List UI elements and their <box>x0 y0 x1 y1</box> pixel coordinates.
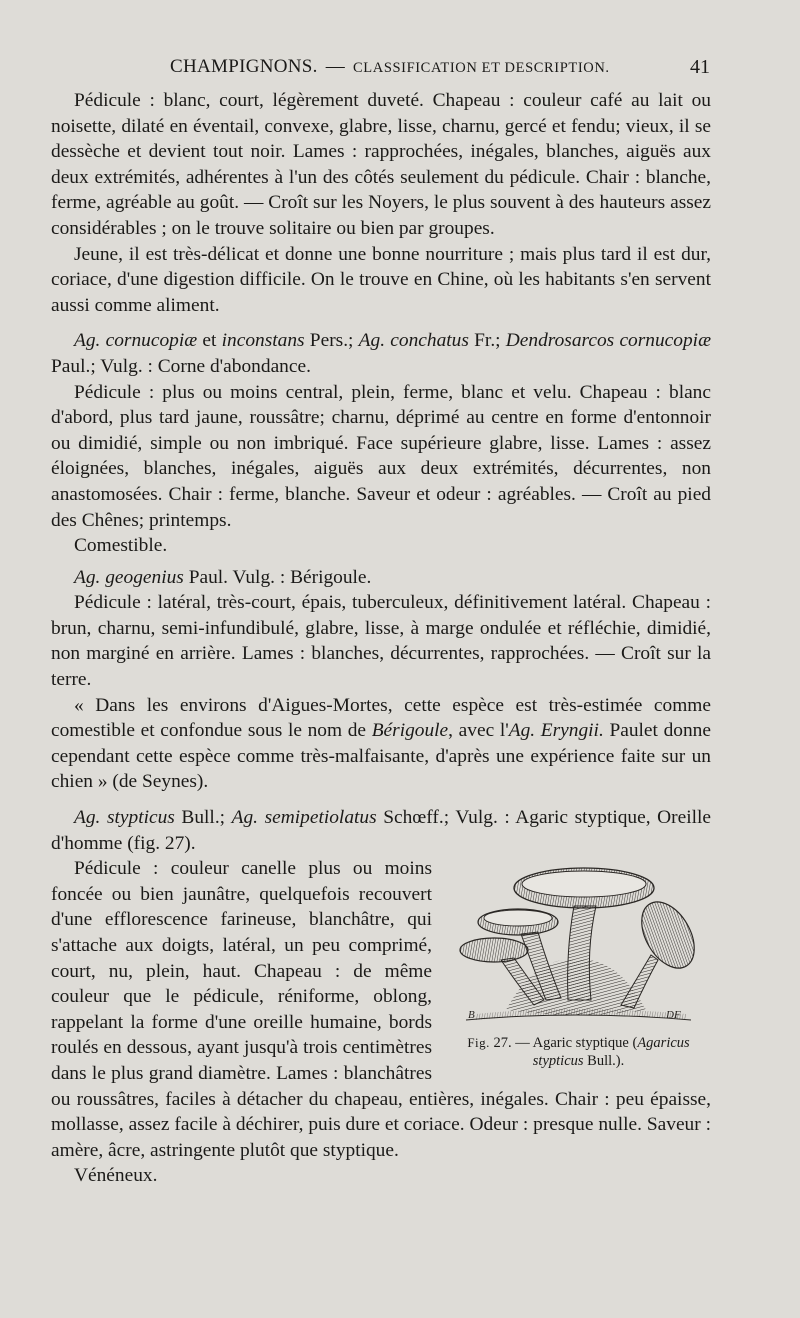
page-number: 41 <box>690 56 710 78</box>
species-entry-geogenius <box>51 565 711 591</box>
text-run: 27. — Agaric styptique ( <box>489 1035 638 1052</box>
paragraph-7: Pédicule : latéral, très-court, épais, tuberculeux, définitivement latéral. Chapeau : brun, charnu, semi-infundibulé, glabre, lisse, à marge ondulée et réfléchie, dimidié, non marginé en arrière. Lames : blanches, décurrentes, rapprochées. — Croît sur la terre. <box>51 592 711 691</box>
header-title <box>170 56 610 78</box>
header-section: CHAMPIGNONS. <box>170 56 318 77</box>
text-run: et <box>197 330 222 352</box>
paragraph-1: Pédicule : blanc, court, légèrement duveté. Chapeau : couleur café au lait ou noisette, dilaté en éventail, convexe, glabre, lisse, charnu, gercé et fendu; vieux, il se dessèche et devient tout noir. Lames : rapprochées, inégales, blanches, aiguës aux deux extrémités, adhérentes à l'un des côtés seulement du pédicule. Chair : blanche, ferme, agréable au goût. — Croît sur les Noyers, le plus souvent à des hauteurs assez considérables ; on le trouve solitaire ou bien par groupes. <box>51 90 711 239</box>
text-run: Pers.; <box>304 330 359 352</box>
species-name: Ag. semipetiolatus <box>231 807 377 829</box>
caption-label: Fig. <box>467 1035 490 1051</box>
text-run: Schœff.; Vulg. : Agaric styptique, Oreille d'homme (fig. 27). <box>51 807 711 854</box>
text-run: Bull.). <box>583 1053 625 1070</box>
species-entry-cornucopiae <box>51 328 711 379</box>
text-run: Paulet donne cependant cette espèce comme très-malfaisante, d'après une expérience faite sur un chien » (de Seynes). <box>51 720 711 793</box>
species-name: Ag. cornucopiæ <box>74 330 198 352</box>
paragraph-11: Vénéneux. <box>74 1165 158 1187</box>
text-run: Fr.; <box>468 330 506 352</box>
species-name: Ag. conchatus <box>358 330 469 352</box>
text-run: « Dans les environs d'Aigues-Mortes, cette espèce est très-estimée comme comestible et confondue sous le nom de <box>51 694 711 742</box>
text-run: Bull.; <box>174 807 232 829</box>
paragraph-2: Jeune, il est très-délicat et donne une bonne nourriture ; mais plus tard il est dur, coriace, d'une digestion difficile. On le trouve en Chine, où les habitants s'en servent aussi comme aliment. <box>51 243 711 316</box>
species-name: Ag. geogenius <box>74 566 184 588</box>
figure-caption <box>446 1034 711 1070</box>
species-name: inconstans <box>221 330 305 352</box>
species-name: Bérigoule <box>371 720 449 742</box>
running-header <box>0 56 800 84</box>
engraver-signature-right: DF <box>666 1009 681 1022</box>
text-run: Paul.; Vulg. : Corne d'abondance. <box>51 355 311 377</box>
figure-27 <box>446 860 711 1070</box>
mushroom-engraving-icon <box>446 860 711 1030</box>
engraver-signature-left: B <box>468 1009 475 1022</box>
header-subtitle: CLASSIFICATION ET DESCRIPTION. <box>353 60 610 76</box>
quote-paragraph <box>51 693 711 795</box>
paragraph-5: Comestible. <box>74 535 168 557</box>
header-dash: — <box>325 56 346 77</box>
species-name: Dendrosarcos cornucopiæ <box>505 330 712 352</box>
caption-species: Agaricus stypticus <box>532 1035 690 1070</box>
page-body <box>51 88 711 1189</box>
paragraph-4: Pédicule : plus ou moins central, plein, ferme, blanc et velu. Chapeau : blanc d'abord, plus tard jaune, roussâtre; charnu, déprimé au centre en forme d'entonnoir ou dimidié, simple ou non imbriqué. Face supérieure glabre, lisse. Lames : assez éloignées, blanches, inégales, aiguës aux deux extrémités, décurrentes, non anastomosées. Chair : ferme, blanche. Saveur et odeur : agréables. — Croît au pied des Chênes; printemps. <box>51 381 711 531</box>
paragraph-10: Pédicule : couleur canelle plus ou moins foncée ou bien jaunâtre, quelquefois recouvert d'une efflorescence farineuse, blanchâtre, qui s'attache aux doigts, latéral, un peu comprimé, court, nu, plein, haut. Chapeau : de même couleur que le pédicule, réniforme, oblong, rappelant la forme d'une oreille humaine, bords roulés en dessous, ayant jusqu'à trois centimètres dans le plus grand diamètre. Lames : blanchâtres ou roussâtres, faciles à détacher du chapeau, entières, inégales. Chair : peu épaisse, mollasse, assez facile à déchirer, puis dure et coriace. Odeur : presque nulle. Saveur : amère, âcre, astringente plutôt que styptique. <box>51 858 711 1161</box>
text-run: Paul. Vulg. : Bérigoule. <box>183 566 372 588</box>
species-entry-stypticus <box>51 805 711 856</box>
species-name: Ag. Eryngii. <box>508 720 604 742</box>
species-name: Ag. stypticus <box>74 807 175 829</box>
text-run: , avec l' <box>448 720 509 742</box>
